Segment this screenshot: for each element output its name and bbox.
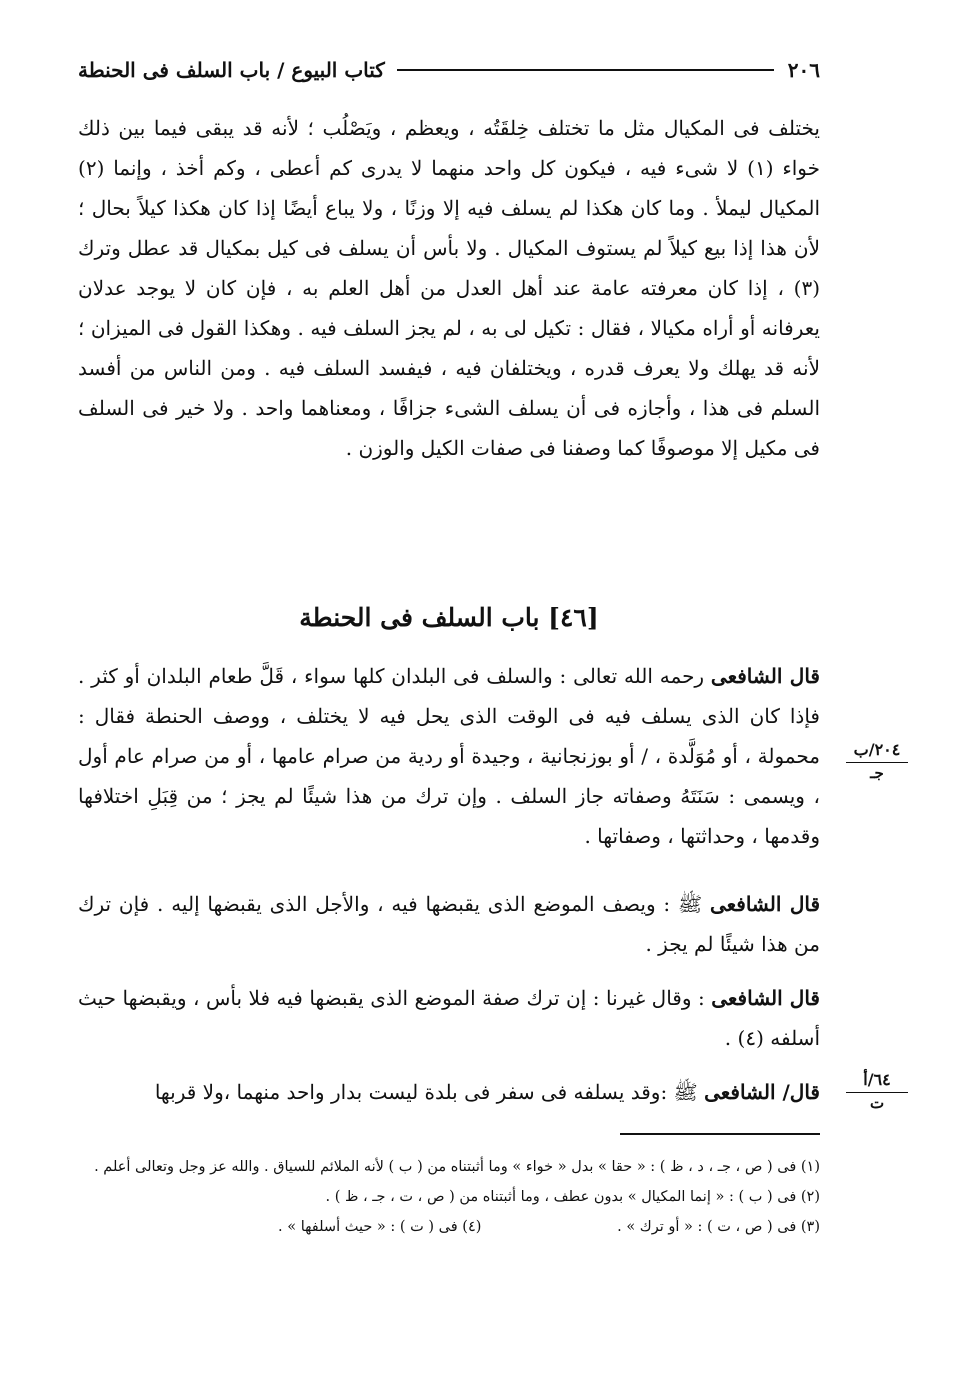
margin-ref-folio: ٦٤/أ: [846, 1070, 908, 1093]
top-text-block: [78, 108, 820, 468]
margin-ref-2: [846, 1070, 908, 1113]
footnote-1: (١) فى ( ص ، جـ ، د ، ظ ) : « حقا » بدل « خواء » وما أثبتناه من ( ب ) لأنه الملائم للسياق . والله عز وجل وتعالى أعلم .: [94, 1159, 820, 1175]
footnote-3: (٣) فى ( ص ، ت ) : « أو ترك » .: [617, 1219, 820, 1235]
footnotes: [78, 1152, 820, 1242]
page-number: ٢٠٦: [787, 58, 820, 82]
paragraph-1: [78, 656, 820, 856]
paragraph-3: [78, 978, 820, 1058]
running-header: [78, 52, 820, 88]
speaker-name: قال/ الشافعى: [704, 1080, 820, 1104]
header-rule: [397, 69, 774, 71]
section-title: [٤٦] باب السلف فى الحنطة: [299, 603, 599, 632]
paragraph-text: : وقال غيرنا : إن ترك صفة الموضع الذى يقبضها فيه فلا بأس ، ويقبضها حيث أسلفه (٤) .: [78, 986, 820, 1050]
paragraph-4: [78, 1072, 820, 1112]
paragraph-text: ﷺ :وقد يسلفه فى سفر فى بلدة ليست بدار واحد منهما ،ولا قربها: [154, 1080, 705, 1104]
top-paragraph: يختلف فى المكيال مثل ما تختلف خِلقَتُه ، ويعظم ، ويَصْلُب ؛ لأنه قد يبقى فيما بين ذلك خواء (١) لا شىء فيه ، فيكون كل واحد منهما لا يدرى كم أعطى ، وكم أخذ ، وإنما (٢) المكيال ليملأ . وما كان هكذا لم يسلف فيه إلا وزنًا ، ولا يباع أيضًا إذا كان هكذا كيلاً بحال ؛ لأن هذا إذا بيع كيلاً لم يستوف المكيال . ولا بأس أن يسلف فى كيل بمكيال قد عطل وترك (٣) ، إذا كان معرفته عامة عند أهل العدل من أهل العلم به ، فإن كان لا يوجد عدلان يعرفانه أو أراه مكيالا ، فقال : تكيل لى به ، لم يجز السلف فيه . وهكذا القول فى الميزان ؛ لأنه قد يهلك ولا يعرف قدره ، ويختلفان فيه ، فيفسد السلف فيه . ومن الناس من أفسد السلم فى هذا ، وأجازه فى أن يسلف الشىء جزافًا ، ومعناهما واحد . ولا خير فى السلف فى مكيل إلا موصوفًا كما وصفنا فى صفات الكيل والوزن .: [78, 116, 820, 460]
footnote-row: [78, 1212, 820, 1242]
paragraph-text: ﷺ : ويصف الموضع الذى يقبضها فيه ، والأجل الذى يقبضها إليه . فإن ترك من هذا شيئًا لم يجز .: [78, 892, 820, 956]
speaker-name: قال الشافعى: [709, 892, 821, 916]
margin-ref-1: [846, 740, 908, 783]
paragraph-text: رحمه الله تعالى : والسلف فى البلدان كلها سواء ، قَلَّ طعام البلدان أو كثر . فإذا كان الذى يسلف فيه فى الوقت الذى يحل فيه لا يختلف ، ووصف الحنطة فقال : محمولة ، أو مُوَلَّدة ، / أو بوزنجانية ، وجيدة أو ردية من صرام عامها ، أو من صرام عام أول ، ويسمى : سَنَتَهُ وصفاته جاز السلف . وإن ترك من هذا شيئًا لم يجز ؛ من قِبَلِ اختلافها وقدمها ، وحداثتها ، وصفاتها .: [78, 664, 820, 848]
margin-ref-manuscript: جـ: [870, 764, 884, 782]
paragraph-2: [78, 884, 820, 964]
footnote-2: (٢) فى ( ب ) : « إنما المكيال » بدون عطف ، وما أثبتناه من ( ص ، ت ، جـ ، ظ ) .: [325, 1189, 820, 1205]
margin-ref-folio: ٢٠٤/ب: [846, 740, 908, 763]
margin-ref-manuscript: ت: [869, 1094, 885, 1112]
speaker-name: قال الشافعى: [711, 986, 820, 1010]
footnote-4: (٤) فى ( ت ) : « حيث أسلفها » .: [278, 1219, 482, 1235]
footnote-separator: [620, 1133, 820, 1135]
speaker-name: قال الشافعى: [710, 664, 820, 688]
running-title: كتاب البيوع / باب السلف فى الحنطة: [78, 58, 385, 82]
